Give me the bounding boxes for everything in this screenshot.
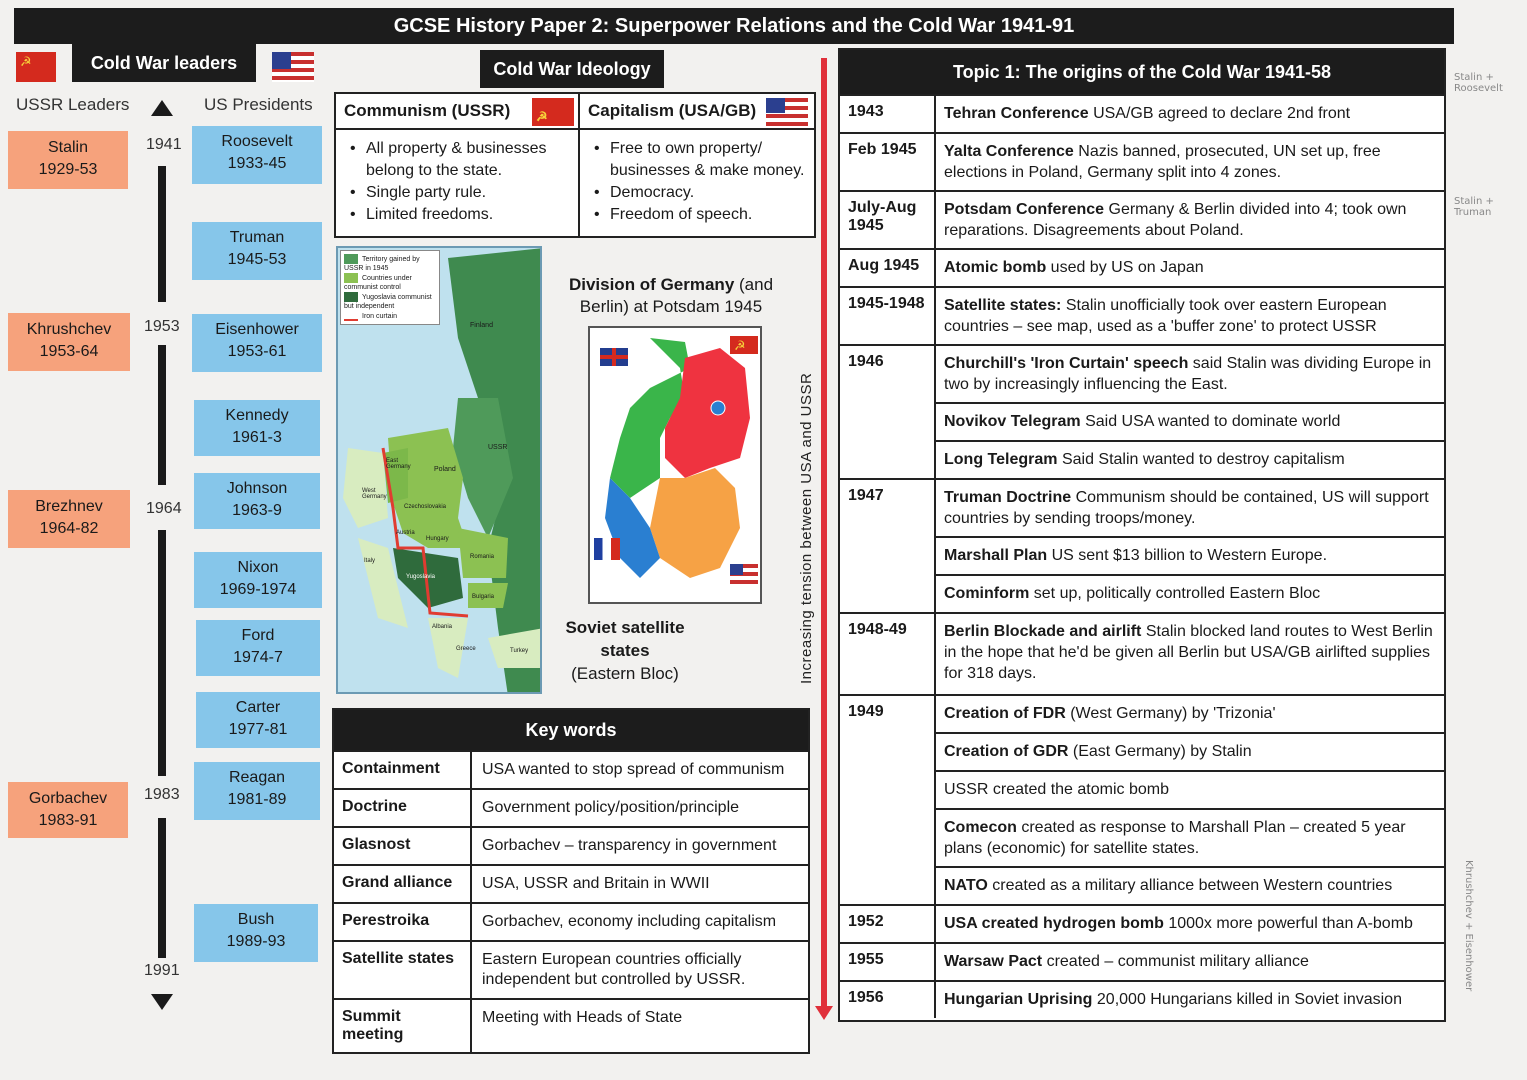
- row-date: 1956: [840, 982, 936, 1018]
- president-years: 1953-61: [227, 343, 287, 360]
- us-president-card: [196, 620, 320, 676]
- margin-note: Stalin + Roosevelt: [1454, 72, 1503, 94]
- table-row: [334, 750, 808, 788]
- us-president-card: [192, 314, 322, 372]
- row-date: Aug 1945: [840, 250, 936, 286]
- row-date: [840, 574, 936, 612]
- table-row: [840, 732, 1444, 770]
- us-flag-icon: [730, 564, 758, 584]
- kw-def: USA wanted to stop spread of communism: [482, 761, 785, 778]
- ussr-leader-card: [8, 131, 128, 189]
- list-item: • Freedom of speech.: [590, 204, 808, 226]
- table-row: [840, 942, 1444, 980]
- row-event: [936, 770, 1444, 808]
- ideology-table: [334, 92, 816, 238]
- france-flag-icon: [594, 538, 620, 560]
- map-label: Poland: [434, 466, 456, 473]
- president-years: 1961-3: [232, 429, 282, 446]
- row-date: 1946: [840, 346, 936, 402]
- row-event: [936, 696, 1444, 732]
- germany-caption-bold: Division of Germany: [568, 275, 735, 294]
- event-title: Marshall Plan: [944, 547, 1048, 564]
- event-text: 20,000 Hungarians killed in Soviet invasion: [1092, 991, 1402, 1008]
- event-title: Potsdam Conference: [944, 201, 1105, 218]
- communism-heading-text: Communism (USSR): [344, 101, 511, 120]
- table-row: [840, 808, 1444, 866]
- eastern-bloc-map: [336, 246, 542, 694]
- event-title: Novikov Telegram: [944, 413, 1081, 430]
- event-text: created – communist military alliance: [1042, 953, 1309, 970]
- ussr-flag-icon: [16, 52, 56, 82]
- table-row: [334, 998, 808, 1052]
- capitalism-column: [580, 94, 814, 236]
- table-row: [840, 904, 1444, 942]
- event-title: Berlin Blockade and airlift: [944, 623, 1142, 640]
- row-event: [936, 346, 1444, 402]
- legend-swatch: [344, 311, 358, 321]
- event-text: (East Germany) by Stalin: [1068, 743, 1252, 760]
- timeline-year: 1991: [144, 962, 180, 979]
- kw-term: Satellite states: [334, 942, 472, 998]
- kw-term: Summit meeting: [334, 1000, 472, 1052]
- kw-def: Government policy/position/principle: [482, 799, 740, 816]
- event-title: NATO: [944, 877, 988, 894]
- event-title: Creation of GDR: [944, 743, 1069, 760]
- map-label: West Germany: [362, 488, 387, 500]
- timeline-bar: [158, 345, 166, 485]
- timeline-year: 1953: [144, 318, 180, 335]
- event-title: Truman Doctrine: [944, 489, 1072, 506]
- kw-def: Gorbachev – transparency in government: [482, 837, 777, 854]
- row-event: [936, 982, 1444, 1018]
- us-flag-icon: [766, 98, 808, 126]
- row-date: 1945-1948: [840, 288, 936, 344]
- kw-term: Perestroika: [334, 904, 472, 940]
- us-president-card: [194, 762, 320, 820]
- row-date: [840, 770, 936, 808]
- table-row: [334, 902, 808, 940]
- germany-caption-rest: (and Berlin) at Potsdam 1945: [579, 275, 774, 316]
- us-president-card: [194, 473, 320, 529]
- map-legend: [340, 250, 440, 325]
- leaders-header: Cold War leaders: [72, 44, 256, 82]
- event-text: USA/GB agreed to declare 2nd front: [1088, 105, 1351, 122]
- table-row: [840, 694, 1444, 732]
- legend-swatch: [344, 254, 358, 264]
- margin-note: Khrushchev + Eisenhower: [1463, 860, 1474, 992]
- map-label: Turkey: [510, 648, 529, 654]
- page-title: GCSE History Paper 2: Superpower Relations and the Cold War 1941-91: [14, 8, 1454, 44]
- row-date: [840, 808, 936, 866]
- capitalism-heading-text: Capitalism (USA/GB): [588, 101, 757, 120]
- table-row: [840, 94, 1444, 132]
- legend-label: Territory gained by USSR in 1945: [344, 255, 420, 272]
- tension-label: Increasing tension between USA and USSR: [798, 372, 815, 684]
- key-words-header: Key words: [334, 710, 808, 750]
- map-label: Finland: [470, 322, 493, 329]
- table-row: [840, 536, 1444, 574]
- legend-item: [344, 254, 436, 273]
- event-title: Long Telegram: [944, 451, 1058, 468]
- event-text: said Stalin was dividing Europe in two by increasingly influencing the East.: [944, 355, 1432, 393]
- event-title: Creation of FDR: [944, 705, 1066, 722]
- row-event: [936, 944, 1444, 980]
- event-title: Yalta Conference: [944, 143, 1074, 160]
- capitalism-heading: [580, 94, 814, 130]
- president-years: 1933-45: [227, 155, 287, 172]
- event-title: Atomic bomb: [944, 259, 1047, 276]
- event-title: Tehran Conference: [944, 105, 1089, 122]
- event-title: Churchill's 'Iron Curtain' speech: [944, 355, 1189, 372]
- legend-item: [344, 292, 436, 311]
- table-row: [840, 866, 1444, 904]
- event-text: Communism should be contained, US will support countries by sending troops/money.: [944, 489, 1429, 527]
- event-text: created as response to Marshall Plan – created 5 year plans (economic) for satellite states.: [944, 819, 1406, 857]
- row-date: [840, 536, 936, 574]
- table-row: [334, 788, 808, 826]
- president-name: Kennedy: [225, 407, 289, 424]
- event-text: Nazis banned, prosecuted, UN set up, free elections in Poland, Germany split into 4 zones.: [944, 143, 1381, 181]
- leader-name: Khrushchev: [26, 321, 112, 338]
- leader-name: Stalin: [47, 139, 89, 156]
- us-president-card: [192, 222, 322, 280]
- ussr-leader-card: [8, 490, 130, 548]
- event-title: USA created hydrogen bomb: [944, 915, 1164, 932]
- list-item: • Single party rule.: [346, 182, 572, 204]
- event-text: used by US on Japan: [1046, 259, 1204, 276]
- president-years: 1945-53: [227, 251, 287, 268]
- map-label: Czechoslovakia: [404, 504, 447, 510]
- us-president-card: [194, 552, 322, 608]
- table-row: [840, 612, 1444, 694]
- timeline-bar: [158, 530, 166, 776]
- leader-years: 1929-53: [38, 161, 98, 178]
- president-name: Reagan: [228, 769, 286, 786]
- map-label: Bulgaria: [472, 594, 495, 600]
- kw-def: Meeting with Heads of State: [482, 1009, 683, 1026]
- topic-header: Topic 1: The origins of the Cold War 1941-58: [840, 50, 1444, 94]
- map-caption-line: states: [600, 641, 650, 660]
- row-event: [936, 614, 1444, 694]
- soviet-zone: [665, 348, 750, 478]
- president-name: Truman: [229, 229, 285, 246]
- map-label: Austria: [396, 530, 415, 536]
- list-item: • Democracy.: [590, 182, 808, 204]
- key-words-table: [332, 708, 810, 1054]
- legend-label: Yugoslavia communist but independent: [344, 293, 432, 310]
- timeline-down-arrow-icon: [151, 994, 173, 1010]
- president-years: 1969-1974: [219, 581, 297, 598]
- president-name: Eisenhower: [215, 321, 299, 338]
- event-text: created as a military alliance between Western countries: [987, 877, 1393, 894]
- kw-def: Eastern European countries officially independent but controlled by USSR.: [482, 951, 746, 988]
- kw-term: Grand alliance: [334, 866, 472, 902]
- us-flag-icon: [272, 52, 314, 82]
- timeline-bar: [158, 166, 166, 302]
- us-president-card: [192, 126, 322, 184]
- event-text: (West Germany) by 'Trizonia': [1065, 705, 1276, 722]
- legend-label: Iron curtain: [362, 312, 398, 320]
- us-president-card: [196, 692, 320, 748]
- kw-def: Gorbachev, economy including capitalism: [482, 913, 777, 930]
- row-event: [936, 96, 1444, 132]
- president-name: Johnson: [226, 480, 288, 497]
- germany-map-graphic: [590, 328, 760, 602]
- kw-term: Containment: [334, 752, 472, 788]
- row-event: [936, 906, 1444, 942]
- event-text: Stalin unofficially took over eastern European countries – see map, used as a 'buffer zone' to protect USSR: [944, 297, 1387, 335]
- row-event: [936, 440, 1444, 478]
- map-caption-line: (Eastern Bloc): [571, 664, 679, 683]
- topic-table: [838, 48, 1446, 1022]
- president-years: 1977-81: [228, 721, 288, 738]
- timeline-year: 1983: [144, 786, 180, 803]
- event-text: set up, politically controlled Eastern Bloc: [1029, 585, 1321, 602]
- uk-flag-icon: [600, 348, 628, 366]
- kw-def: USA, USSR and Britain in WWII: [482, 875, 710, 892]
- map-caption-line: Soviet satellite: [565, 618, 685, 637]
- event-title: Comecon: [944, 819, 1017, 836]
- row-date: 1955: [840, 944, 936, 980]
- timeline-year: 1941: [146, 136, 182, 153]
- map-label: Romania: [470, 554, 495, 560]
- us-presidents-heading: US Presidents: [204, 95, 313, 114]
- germany-caption: [564, 274, 778, 318]
- president-name: Nixon: [237, 559, 279, 576]
- legend-item: [344, 273, 436, 292]
- table-row: [840, 770, 1444, 808]
- map-label: East Germany: [386, 458, 411, 470]
- list-item: • All property & businesses belong to the state.: [346, 138, 572, 182]
- event-text: 1000x more powerful than A-bomb: [1163, 915, 1413, 932]
- row-event: [936, 480, 1444, 536]
- table-row: [334, 826, 808, 864]
- president-name: Roosevelt: [221, 133, 293, 150]
- leader-name: Brezhnev: [35, 498, 103, 515]
- kw-term: Doctrine: [334, 790, 472, 826]
- table-row: [334, 864, 808, 902]
- communism-heading: [336, 94, 578, 130]
- ussr-flag-icon: [730, 336, 758, 354]
- map-caption: [560, 616, 690, 685]
- table-row: [840, 344, 1444, 402]
- us-president-card: [194, 400, 320, 456]
- event-title: Cominform: [944, 585, 1030, 602]
- list-item: • Free to own property/ businesses & make money.: [590, 138, 808, 182]
- table-row: [840, 286, 1444, 344]
- communism-points: [336, 130, 578, 226]
- row-event: [936, 288, 1444, 344]
- president-years: 1989-93: [226, 933, 286, 950]
- row-date: 1948-49: [840, 614, 936, 694]
- table-row: [840, 132, 1444, 190]
- ussr-leader-card: [8, 782, 128, 838]
- capitalism-points: [580, 130, 814, 226]
- row-event: [936, 808, 1444, 866]
- row-event: [936, 732, 1444, 770]
- tension-arrow-line: [821, 58, 827, 1006]
- row-event: [936, 134, 1444, 190]
- map-label: Italy: [364, 558, 376, 564]
- row-event: [936, 536, 1444, 574]
- table-row: [840, 402, 1444, 440]
- row-date: [840, 732, 936, 770]
- row-event: [936, 402, 1444, 440]
- timeline-year: 1964: [146, 500, 182, 517]
- leader-years: 1953-64: [39, 343, 99, 360]
- row-date: 1947: [840, 480, 936, 536]
- topic-rows: [840, 94, 1444, 1018]
- table-row: [840, 440, 1444, 478]
- event-text: Germany & Berlin divided into 4; took own reparations. Disagreements about Poland.: [944, 201, 1407, 239]
- row-event: [936, 192, 1444, 248]
- ussr-leader-card: [8, 313, 130, 371]
- map-label: USSR: [488, 444, 508, 451]
- kw-term: Glasnost: [334, 828, 472, 864]
- president-years: 1974-7: [233, 649, 283, 666]
- row-date: [840, 402, 936, 440]
- legend-label: Countries under communist control: [344, 274, 412, 291]
- table-row: [840, 190, 1444, 248]
- leader-name: Gorbachev: [28, 790, 108, 807]
- legend-swatch: [344, 292, 358, 302]
- row-event: [936, 574, 1444, 612]
- berlin-marker: [711, 401, 725, 415]
- ideology-header: Cold War Ideology: [480, 50, 664, 88]
- map-label: Yugoslavia: [406, 574, 436, 580]
- timeline-bar: [158, 818, 166, 958]
- president-name: Carter: [235, 699, 281, 716]
- row-date: 1943: [840, 96, 936, 132]
- event-text: US sent $13 billion to Western Europe.: [1047, 547, 1328, 564]
- table-row: [334, 940, 808, 998]
- table-row: [840, 248, 1444, 286]
- leader-years: 1983-91: [38, 812, 98, 829]
- president-name: Ford: [241, 627, 275, 644]
- president-years: 1963-9: [232, 502, 282, 519]
- row-date: [840, 866, 936, 904]
- us-president-card: [194, 904, 318, 962]
- row-date: 1952: [840, 906, 936, 942]
- tension-arrow-head-icon: [815, 1006, 833, 1020]
- table-row: [840, 478, 1444, 536]
- map-label: Albania: [432, 624, 453, 630]
- map-label: Greece: [456, 646, 476, 652]
- map-label: Hungary: [426, 536, 449, 542]
- table-row: [840, 980, 1444, 1018]
- margin-note: Stalin + Truman: [1454, 196, 1494, 218]
- event-text: Stalin blocked land routes to West Berlin in the hope that he'd be given all Berlin but USA/GB airlifted supplies for 318 days.: [944, 623, 1433, 682]
- event-text: Said Stalin wanted to destroy capitalism: [1057, 451, 1345, 468]
- event-title: Warsaw Pact: [944, 953, 1043, 970]
- event-title: Hungarian Uprising: [944, 991, 1093, 1008]
- row-date: July-Aug 1945: [840, 192, 936, 248]
- event-text: Said USA wanted to dominate world: [1080, 413, 1341, 430]
- president-name: Bush: [237, 911, 275, 928]
- president-years: 1981-89: [227, 791, 287, 808]
- row-event: [936, 866, 1444, 904]
- ussr-leaders-heading: USSR Leaders: [16, 95, 130, 114]
- ussr-flag-icon: [532, 98, 574, 126]
- list-item: • Limited freedoms.: [346, 204, 572, 226]
- timeline-up-arrow-icon: [151, 100, 173, 116]
- row-event: [936, 250, 1444, 286]
- legend-item: [344, 311, 436, 321]
- row-date: 1949: [840, 696, 936, 732]
- legend-swatch: [344, 273, 358, 283]
- leader-years: 1964-82: [39, 520, 99, 537]
- american-zone: [650, 468, 740, 578]
- row-date: [840, 440, 936, 478]
- event-title: Satellite states:: [944, 297, 1062, 314]
- germany-map: [588, 326, 762, 604]
- row-date: Feb 1945: [840, 134, 936, 190]
- communism-column: [336, 94, 580, 236]
- table-row: [840, 574, 1444, 612]
- event-text: USSR created the atomic bomb: [944, 781, 1169, 798]
